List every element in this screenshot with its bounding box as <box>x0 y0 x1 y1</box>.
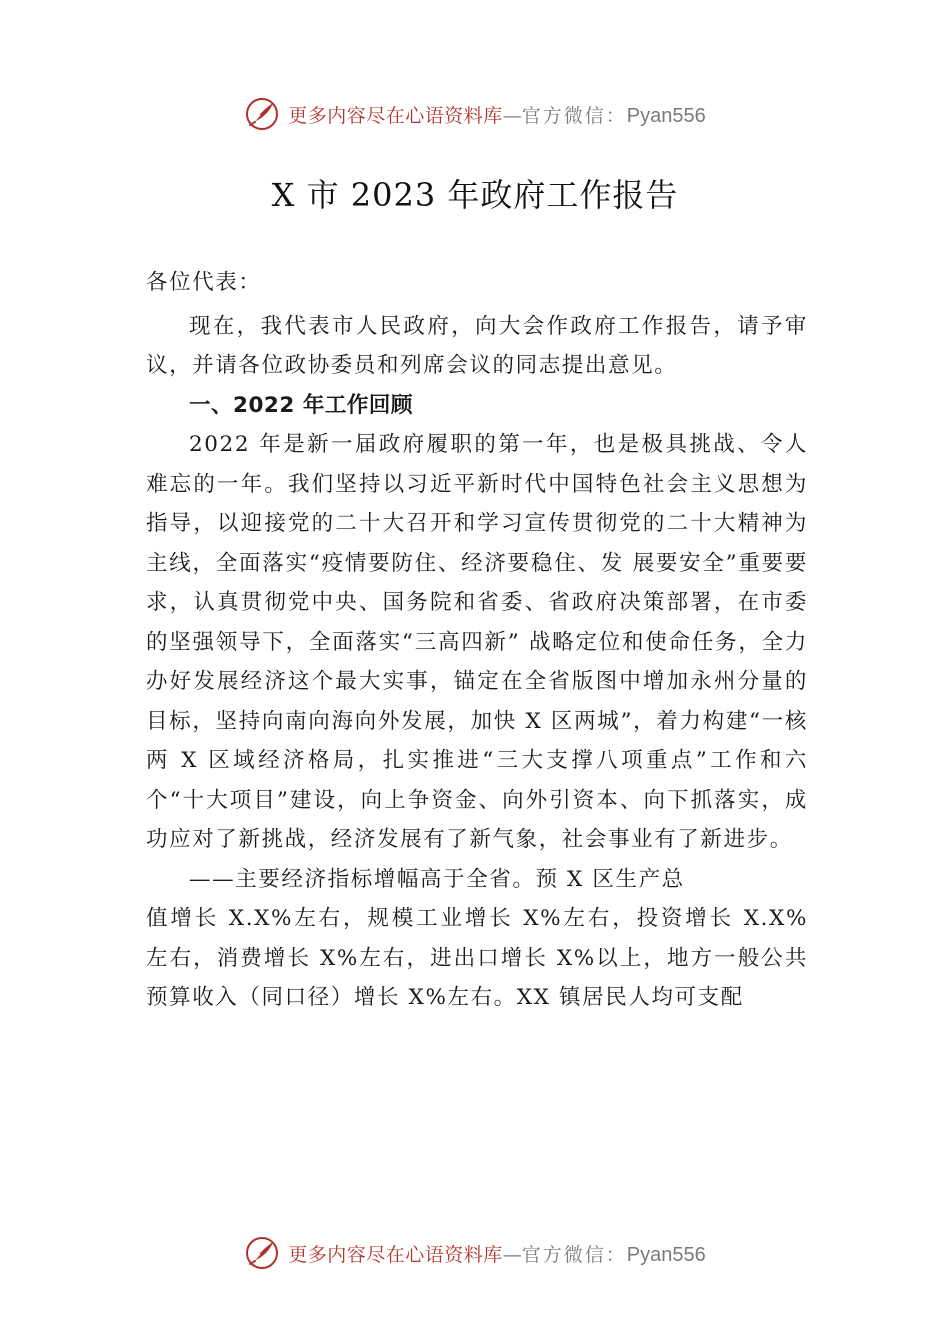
feather-pen-logo-icon <box>244 96 280 132</box>
watermark-footer <box>0 1233 950 1273</box>
watermark-dash: — <box>502 104 522 127</box>
watermark-wechat-id: Pyan556 <box>626 104 706 127</box>
feather-pen-logo-icon <box>244 1235 280 1271</box>
watermark-official-label: 官方微信： <box>521 104 627 127</box>
watermark-brand: 更多内容尽在心语资料库 <box>288 1243 503 1266</box>
salutation: 各位代表： <box>146 270 262 295</box>
document-title: X 市 2023 年政府工作报告 <box>271 176 679 214</box>
indicators-paragraph: ——主要经济指标增幅高于全省。预 X 区生产总 <box>189 866 685 892</box>
indicators-continued-paragraph: 值增长 X.X%左右，规模工业增长 X%左右，投资增长 X.X% 左右，消费增长 X%左右，进出口增长 X%以上，地方一般公共预算收入（同口径）增长 X%左右。XX 镇居民人均可支配 <box>146 906 808 1010</box>
intro-paragraph: 现在，我代表市人民政府，向大会作政府工作报告，请予审议，并请各位政协委员和列席会议的同志提出意见。 <box>146 313 808 378</box>
watermark-official-label: 官方微信： <box>521 1243 627 1266</box>
section-heading: 一、2022 年工作回顾 <box>189 392 413 418</box>
watermark-dash: — <box>502 1243 522 1266</box>
watermark-wechat-id: Pyan556 <box>626 1243 706 1266</box>
watermark-text <box>288 101 706 128</box>
document-body <box>146 263 808 1018</box>
watermark-header <box>0 94 950 134</box>
watermark-text <box>288 1240 706 1267</box>
watermark-brand: 更多内容尽在心语资料库 <box>288 104 503 127</box>
review-paragraph: 2022 年是新一届政府履职的第一年，也是极具挑战、令人难忘的一年。我们坚持以习近平新时代中国特色社会主义思想为指导，以迎接党的二十大召开和学习宣传贯彻党的二十大精神为主线，全面落实“疫情要防住、经济要稳住、发 展要安全”重要要求，认真贯彻党中央、国务院和省委、省政府决策部署，在市委的坚强领导下，全面落实“三高四新” 战略定位和使命任务，全力办好发展经济这个最大实事，锚定在全省版图中增加永州分量的目标，坚持向南向海向外发展，加快 X 区两城”，着力构建“一核两 X 区域经济格局，扎实推进“三大支撑八项重点”工作和六个“十大项目”建设，向上争资金、向外引资本、向下抓落实，成功应对了新挑战，经济发展有了新气象，社会事业有了新进步。 <box>146 432 808 852</box>
